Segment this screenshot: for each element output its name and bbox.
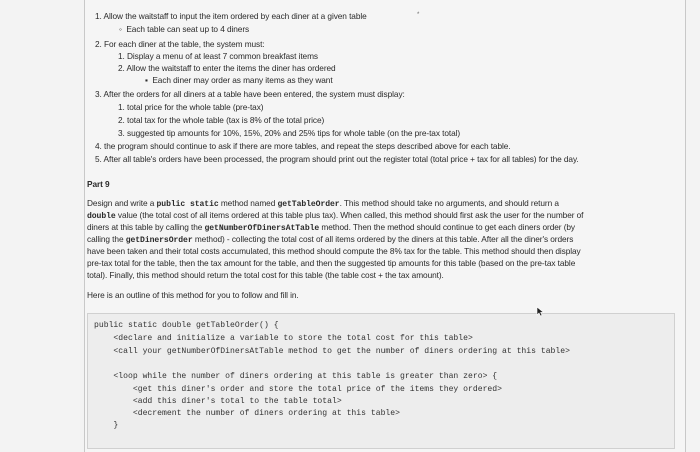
list-subitem-1: ◦ Each table can seat up to 4 diners: [119, 24, 250, 34]
part-heading: Part 9: [87, 179, 110, 189]
list-item-3-3: 3. suggested tip amounts for 10%, 15%, 20% and 25% tips for whole table (on the pre-tax total): [118, 128, 461, 138]
code-line-3: <call your getNumberOfDinersAtTable method to get the number of diners ordering at this table>: [94, 347, 570, 356]
outline-intro: Here is an outline of this method for you to follow and fill in.: [87, 290, 299, 300]
list-item-3-1: 1. total price for the whole table (pre-tax): [118, 102, 264, 112]
list-item-3: 3. After the orders for all diners at a table have been entered, the system must display:: [95, 89, 405, 99]
list-item-2-1: 1. Display a menu of at least 7 common breakfast items: [118, 51, 318, 61]
paragraph-line-3: diners at this table by calling the getNumberOfDinersAtTable method. Then the method should continue to get each diners order (by: [87, 222, 576, 233]
code-line-6: <get this diner's order and store the total price of the items they ordered>: [94, 385, 502, 394]
list-item-2-2: 2. Allow the waitstaff to enter the items the diner has ordered: [118, 63, 336, 73]
list-item-3-2: 2. total tax for the whole table (tax is 8% of the total price): [118, 115, 325, 125]
code-line-9: }: [94, 421, 119, 430]
paragraph-line-1: Design and write a public static method named getTableOrder. This method should take no arguments, and should return a: [87, 198, 559, 209]
code-line-5: <loop while the number of diners ordering at this table is greater than zero> {: [94, 372, 498, 381]
paragraph-line-5: have been taken and their total costs accumulated, this method should compute the 8% tax for the table. This method should then display: [87, 246, 581, 256]
list-item-2: 2. For each diner at the table, the system must:: [95, 39, 265, 49]
paragraph-line-4: calling the getDinersOrder method) - collecting the total cost of all items ordered by the diners at this table. After all the diner's orders: [87, 234, 574, 245]
list-item-4: 4. the program should continue to ask if there are more tables, and repeat the steps described above for each table.: [95, 141, 511, 151]
code-block: [87, 313, 675, 449]
code-line-8: <decrement the number of diners ordering at this table>: [94, 409, 400, 418]
code-line-2: <declare and initialize a variable to store the total cost for this table>: [94, 334, 473, 343]
list-item-5: 5. After all table's orders have been processed, the program should print out the register total (total price + tax for all tables) for the day.: [95, 154, 579, 164]
code-line-7: <add this diner's total to the table total>: [94, 397, 342, 406]
list-item-2-2-sub: ▪ Each diner may order as many items as they want: [145, 75, 333, 85]
asterisk-mark: *: [417, 12, 420, 18]
list-item-1: 1. Allow the waitstaff to input the item ordered by each diner at a given table: [95, 11, 367, 21]
paragraph-line-2: double value (the total cost of all items ordered at this table plus tax). When called, this method should first ask the user for the number of: [87, 210, 584, 221]
paragraph-line-7: total). Finally, this method should return the total cost for this table (the table cost + the tax amount).: [87, 270, 444, 280]
code-line-1: public static double getTableOrder() {: [94, 321, 279, 330]
paragraph-line-6: pre-tax total for the table, then the tax amount for the table, and then the suggested tip amounts for this table (based on the pre-tax table: [87, 258, 576, 268]
mouse-pointer-icon: [536, 306, 545, 317]
